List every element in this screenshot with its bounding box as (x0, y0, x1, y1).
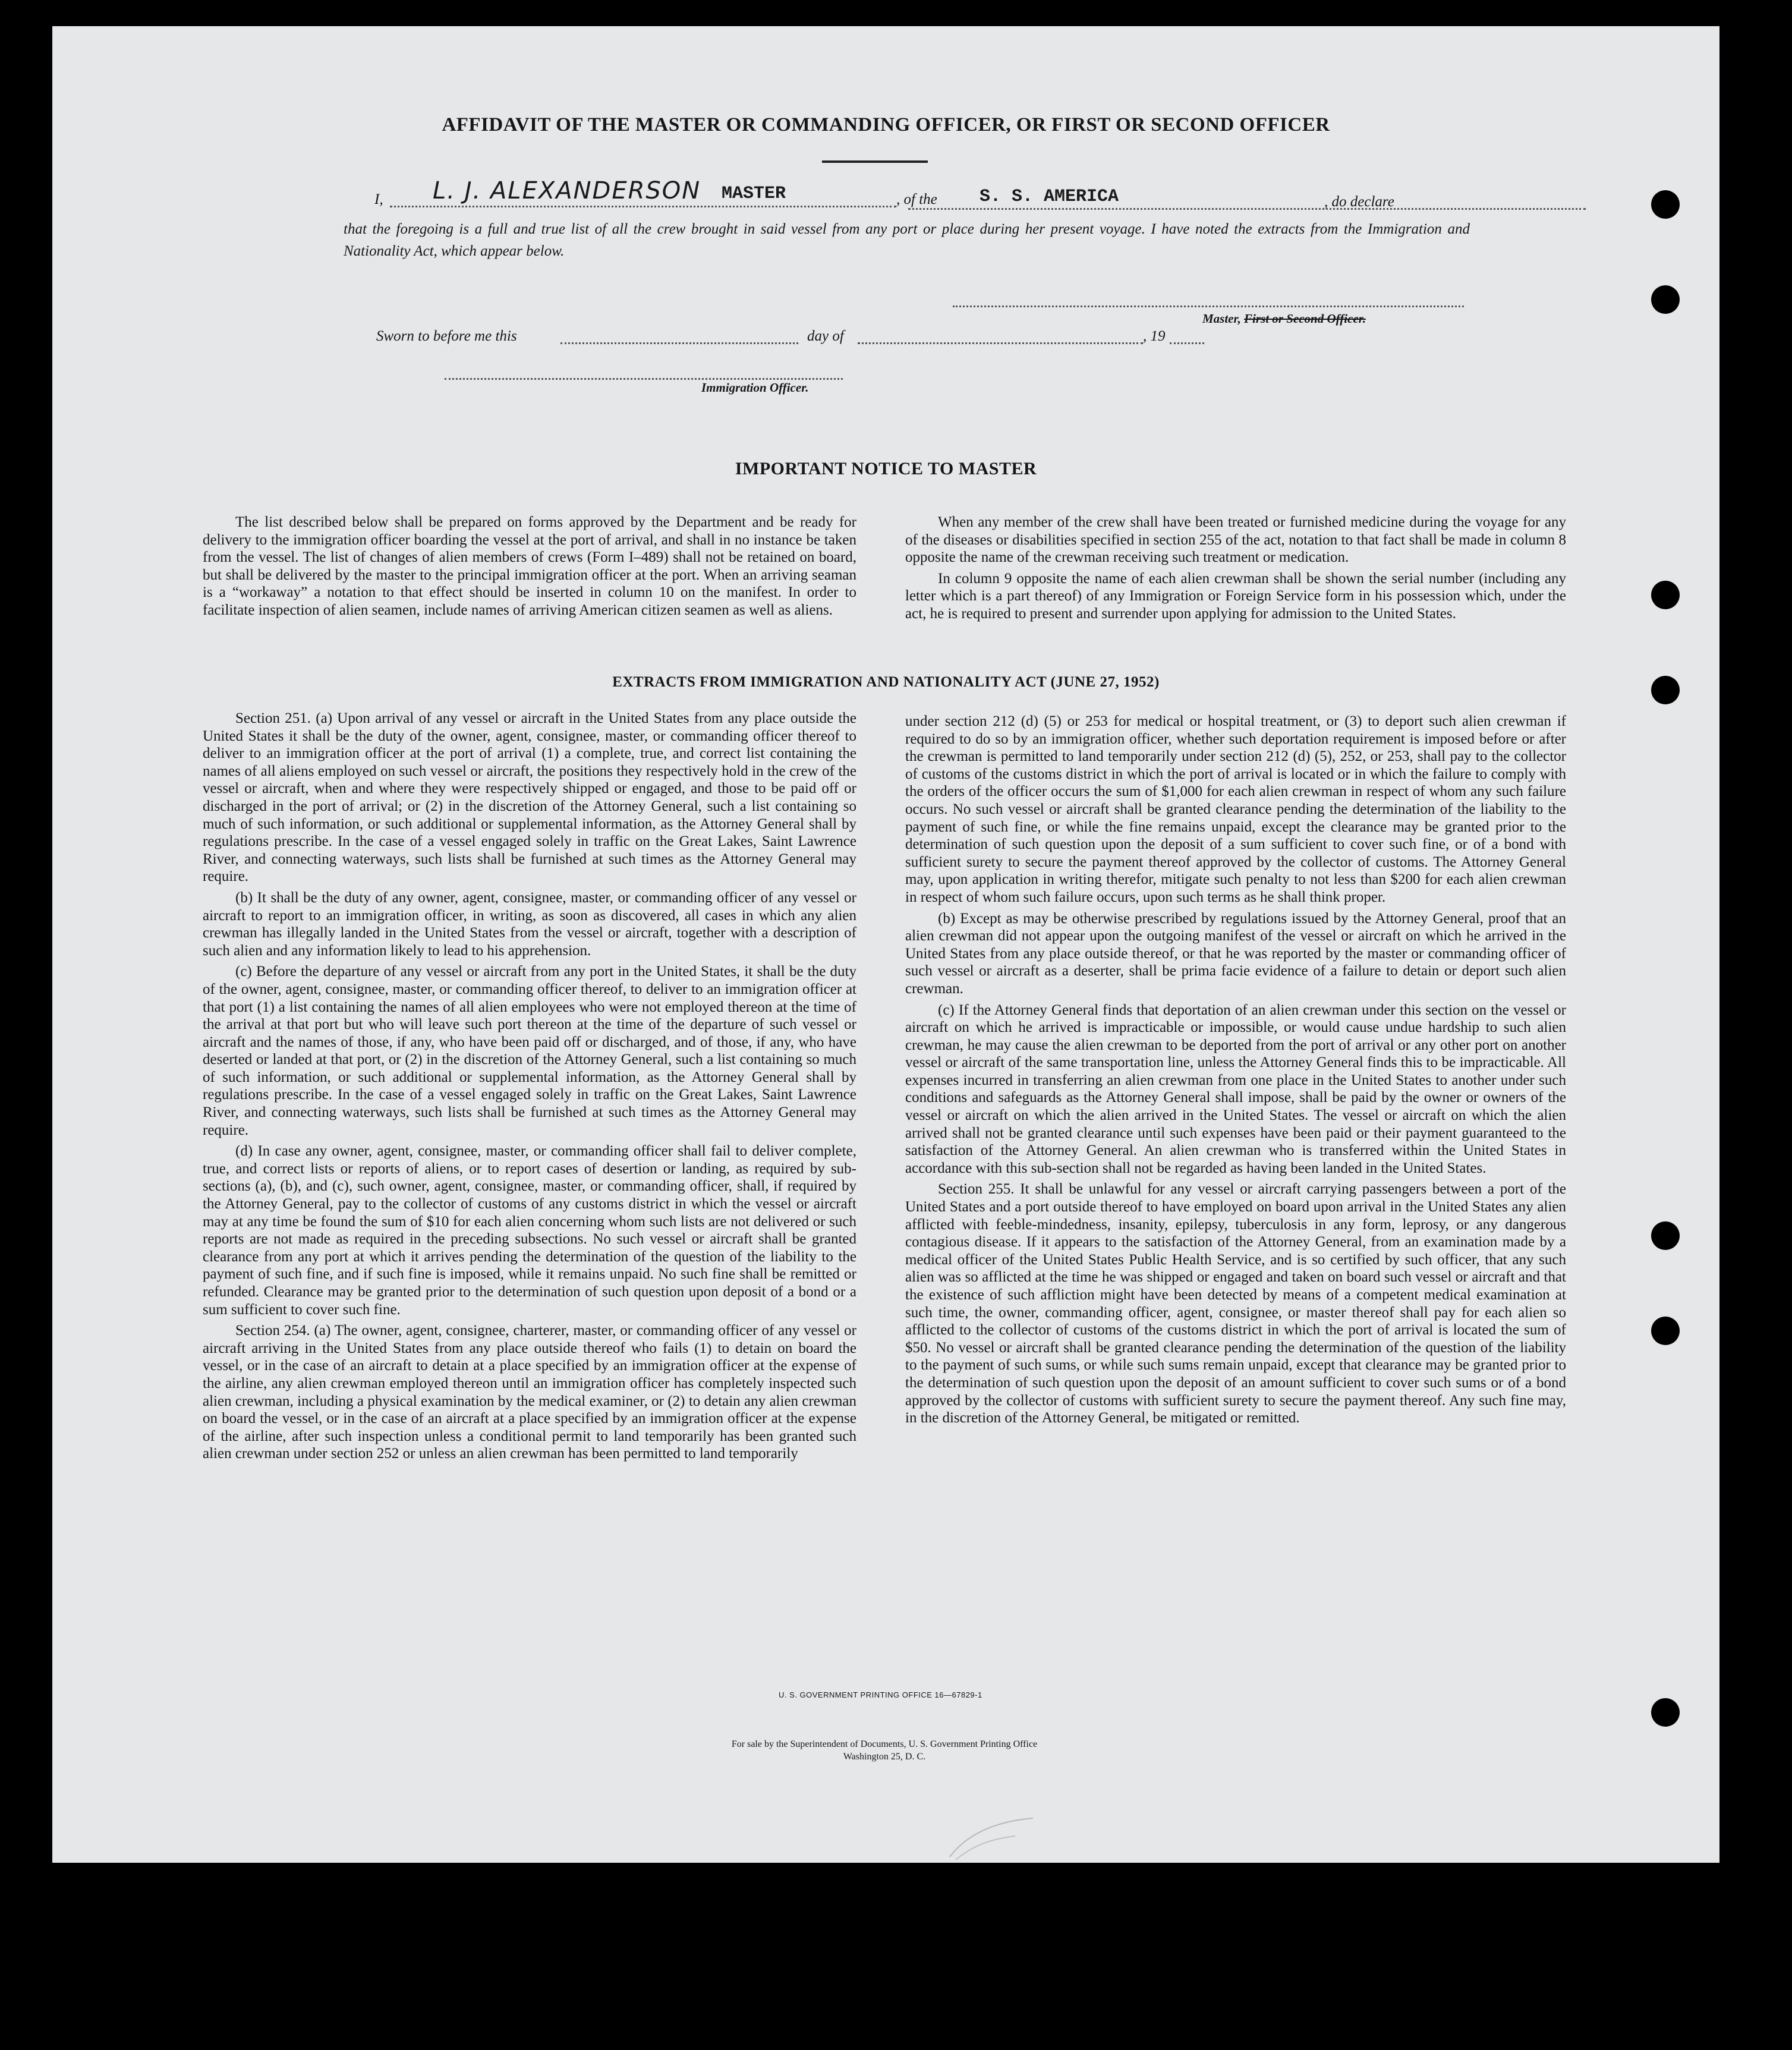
extracts-right-column (905, 713, 1566, 1431)
notice-heading: IMPORTANT NOTICE TO MASTER (735, 459, 1037, 478)
notice-right-column (905, 514, 1566, 626)
section-255: Section 255. It shall be unlawful for any vessel or aircraft carrying passengers between a port of the United States and a port outside thereof to have employed on board upon arrival in the United States any alien afflicted with feeble-mindedness, insanity, epilepsy, tuberculosis in any form, leprosy, or any dangerous contagious disease. If it appears to the satisfaction of the Attorney General, from an examination made by a medical officer of the United States Public Health Service, and is so certified by such officer, that any such alien was so afflicted at the time he was shipped or engaged and taken on board such vessel or aircraft and that the existence of such affliction might have been detected by means of a competent medical examination at such time, the owner, commanding officer, agent, consignee, or master thereof shall pay for each alien so afflicted to the collector of customs of the customs district in which the port of arrival is located the sum of $50. No vessel or aircraft shall be granted clearance pending the determination of the question of the liability to the payment of such sums, or while such sums remain unpaid, except that clearance may be granted prior to the determination of such question upon the deposit of an amount sufficient to cover such sums or of a bond approved by the collector of customs with sufficient surety to secure the payment thereof. Any such fine may, in the discretion of the Attorney General, be mitigated or remitted. (905, 1181, 1566, 1427)
section-254c: (c) If the Attorney General finds that deportation of an alien crewman under this section on the vessel or aircraft on which he arrived is impracticable or impossible, or would cause undue hardship to such alien crewman, he may cause the alien crewman to be deported from the port of arrival or any other port on another vessel or aircraft of the same transportation line, unless the Attorney General finds this to be impracticable. All expenses incurred in transferring an alien crewman from one place in the United States to another under such conditions and safeguards as the Attorney General shall impose, shall be paid by the owner or owners of the vessel or aircraft on which the alien arrived in the United States. The vessel or aircraft on which the alien arrived shall not be granted clearance until such expenses have been paid or their payment guaranteed to the satisfaction of the Attorney General. An alien crewman who is transferred within the United States in accordance with this sub-section shall not be regarded as having been landed in the United States. (905, 1002, 1566, 1176)
pencil-mark (944, 1809, 1039, 1863)
master-name-handwritten: L. J. ALEXANDERSON (433, 177, 701, 204)
sworn-label: Sworn to before me this (376, 328, 517, 344)
affidavit-title: AFFIDAVIT OF THE MASTER OR COMMANDING OFFICER, OR FIRST OR SECOND OFFICER (442, 114, 1330, 136)
signature-caption-struck: First or Second Officer. (1244, 311, 1366, 326)
year-label: , 19 (1143, 328, 1166, 344)
rank-typed: MASTER (722, 184, 786, 204)
sworn-month-line (858, 342, 1143, 344)
notice-paragraph: In column 9 opposite the name of each alien crewman shall be shown the serial number (including any letter which is a part thereof) of any Immigration or Foreign Service form in his possession which, under the act, he is required to present and surrender upon applying for admission to the United States. (905, 570, 1566, 622)
of-the-label: , of the (896, 191, 937, 207)
signature-line (953, 306, 1464, 307)
signature-caption (1202, 311, 1366, 326)
title-rule (822, 160, 928, 163)
i-label: I, (374, 191, 383, 207)
name-rank-line (390, 206, 896, 207)
declaration-text: that the foregoing is a full and true list of all the crew brought in said vessel from any port or place during her present voyage. I have noted the extracts from the Immigration and Nationality Act, which appear below. (344, 221, 1470, 259)
extracts-heading: EXTRACTS FROM IMMIGRATION AND NATIONALITY ACT (JUNE 27, 1952) (612, 674, 1160, 690)
punch-hole (1651, 1221, 1680, 1250)
punch-hole (1651, 190, 1680, 219)
sale-notice-line-1: For sale by the Superintendent of Documents, U. S. Government Printing Office (731, 1739, 1038, 1749)
year-line (1170, 342, 1204, 344)
section-254a: Section 254. (a) The owner, agent, consignee, charterer, master, or commanding officer of any vessel or aircraft arriving in the United States from any place outside thereof who fails (1) to detain on board the vessel, or in the case of an aircraft to detain at a place specified by an immigration officer at the expense of the airline, any alien crewman employed thereon until an immigration officer has completely inspected such alien crewman, including a physical examination by the medical examiner, or (2) to detain any alien crewman on board the vessel, or in the case of an aircraft at a place specified by an immigration officer at the expense of the airline, after such inspection unless a conditional permit to land temporarily has been granted such alien crewman under section 252 or unless an alien crewman has been permitted to land temporarily (203, 1322, 856, 1462)
punch-hole (1651, 676, 1680, 704)
section-251a: Section 251. (a) Upon arrival of any vessel or aircraft in the United States from any place outside the United States it shall be the duty of the owner, agent, consignee, master, or commanding officer thereof to deliver to an immigration officer at the port of arrival (1) a complete, true, and correct list containing the names of all aliens employed on such vessel or aircraft, the positions they respectively hold in the crew of the vessel or aircraft, when and where they were respectively shipped or engaged, and those to be paid off or discharged in the port of arrival; or (2) in the discretion of the Attorney General, such a list containing so much of such information, or such additional or supplemental information, as the Attorney General shall by regulations prescribe. In the case of a vessel engaged solely in traffic on the Great Lakes, Saint Lawrence River, and connecting waterways, such lists shall be furnished at such times as the Attorney General may require. (203, 710, 856, 885)
punch-hole (1651, 581, 1680, 609)
section-254b: (b) Except as may be otherwise prescribed by regulations issued by the Attorney General, proof that an alien crewman did not appear upon the outgoing manifest of the vessel or aircraft on which he arrived in the United States from any place outside thereof, or that he was reported by the master or commanding officer of such vessel or aircraft as a deserter, shall be prima facie evidence of a failure to detain or deport such alien crewman. (905, 910, 1566, 997)
do-declare-label: , do declare (1324, 194, 1394, 210)
section-251b: (b) It shall be the duty of any owner, agent, consignee, master, or commanding officer of any vessel or aircraft to report to an immigration officer, in writing, as soon as discovered, all cases in which any alien crewman has illegally landed in the United States from the vessel or aircraft, together with a description of such alien and any information likely to lead to his apprehension. (203, 889, 856, 959)
sale-notice-line-2: Washington 25, D. C. (843, 1752, 926, 1762)
notice-paragraph: The list described below shall be prepared on forms approved by the Department and be ready for delivery to the immigration officer boarding the vessel at the port of arrival, and shall in no instance be taken from the vessel. The list of changes of alien members of crews (Form I–489) shall not be retained on board, but shall be delivered by the master to the principal immigration officer at the port. When an arriving seaman is a “workaway” a notation to that effect should be inserted in column 10 on the manifest. In order to facilitate inspection of alien seamen, include names of arriving American citizen seamen as well as aliens. (203, 514, 856, 618)
immigration-officer-line (445, 378, 843, 380)
signature-caption-master: Master, (1202, 311, 1241, 326)
section-251c: (c) Before the departure of any vessel or aircraft from any port in the United States, it shall be the duty of the owner, agent, consignee, master, or commanding officer thereof, to deliver to an immigration officer at that port (1) a list containing the names of all alien employees who were not employed thereon at the time of the arrival at that port but who will leave such port thereon at the time of the departure of such vessel or aircraft and the names of those, if any, who have been paid off or discharged, and of those, if any, who have deserted or landed at that port, or (2) in the discretion of the Attorney General, such a list containing so much of such information, or such additional or supplemental information, as the Attorney General shall by regulations prescribe. In the case of a vessel engaged solely in traffic on the Great Lakes, Saint Lawrence River, and connecting waterways, such lists shall be furnished at such times as the Attorney General may require. (203, 963, 856, 1138)
gpo-imprint: U. S. GOVERNMENT PRINTING OFFICE 16—67829-1 (779, 1690, 982, 1699)
extracts-left-column (203, 710, 856, 1466)
vessel-line (908, 208, 1586, 210)
section-254a-continued: under section 212 (d) (5) or 253 for medical or hospital treatment, or (3) to deport such alien crewman if required to do so by an immigration officer, whether such deportation requirement is imposed before or after the crewman is permitted to land temporarily under section 212 (d) (5), 252, or 253, shall pay to the collector of customs of the customs district in which the port of arrival is located or in which the failure to comply with the orders of the officer occurs the sum of $1,000 for each alien crewman in respect of whom any such failure occurs. No such vessel or aircraft shall be granted clearance pending the determination of the liability to the payment of such fine, or while the fine remains unpaid, except the clearance may be granted prior to the determination of such question upon the deposit of a sum sufficient to cover such fine, or of a bond with sufficient surety to secure the payment thereof approved by the collector of customs. The Attorney General may, upon application in writing therefor, mitigate such penalty to not less than $200 for each alien crewman in respect of whom such failure occurs, upon such terms as he shall think proper. (905, 713, 1566, 905)
sworn-day-line (560, 342, 798, 344)
document-page (52, 26, 1719, 1863)
punch-hole (1651, 1317, 1680, 1345)
vessel-name-typed: S. S. AMERICA (980, 187, 1119, 207)
day-of-label: day of (807, 328, 844, 344)
punch-hole (1651, 1698, 1680, 1727)
notice-left-column (203, 514, 856, 623)
immigration-officer-caption: Immigration Officer. (701, 380, 809, 395)
notice-paragraph: When any member of the crew shall have been treated or furnished medicine during the voyage for any of the diseases or disabilities specified in section 255 of the act, notation to that fact shall be made in column 8 opposite the name of the crewman receiving such treatment or medication. (905, 514, 1566, 566)
punch-hole (1651, 285, 1680, 314)
sale-notice (587, 1738, 1182, 1763)
section-251d: (d) In case any owner, agent, consignee, master, or commanding officer shall fail to deliver complete, true, and correct lists or reports of aliens, or to report cases of desertion or landing, as required by sub-sections (a), (b), and (c), such owner, agent, consignee, master, or commanding officer, shall, if required by the Attorney General, pay to the collector of customs of any customs district in which the vessel or aircraft may at any time be found the sum of $10 for each alien concerning whom such lists are not delivered or such reports are not made as required in the preceding subsections. No such vessel or aircraft shall be granted clearance from any port at which it arrives pending the determination of the question of the liability to the payment of such fine, and if such fine is imposed, while it remains unpaid. No such fine shall be remitted or refunded. Clearance may be granted prior to the determination of such question upon deposit of a bond or a sum sufficient to cover such fine. (203, 1143, 856, 1318)
